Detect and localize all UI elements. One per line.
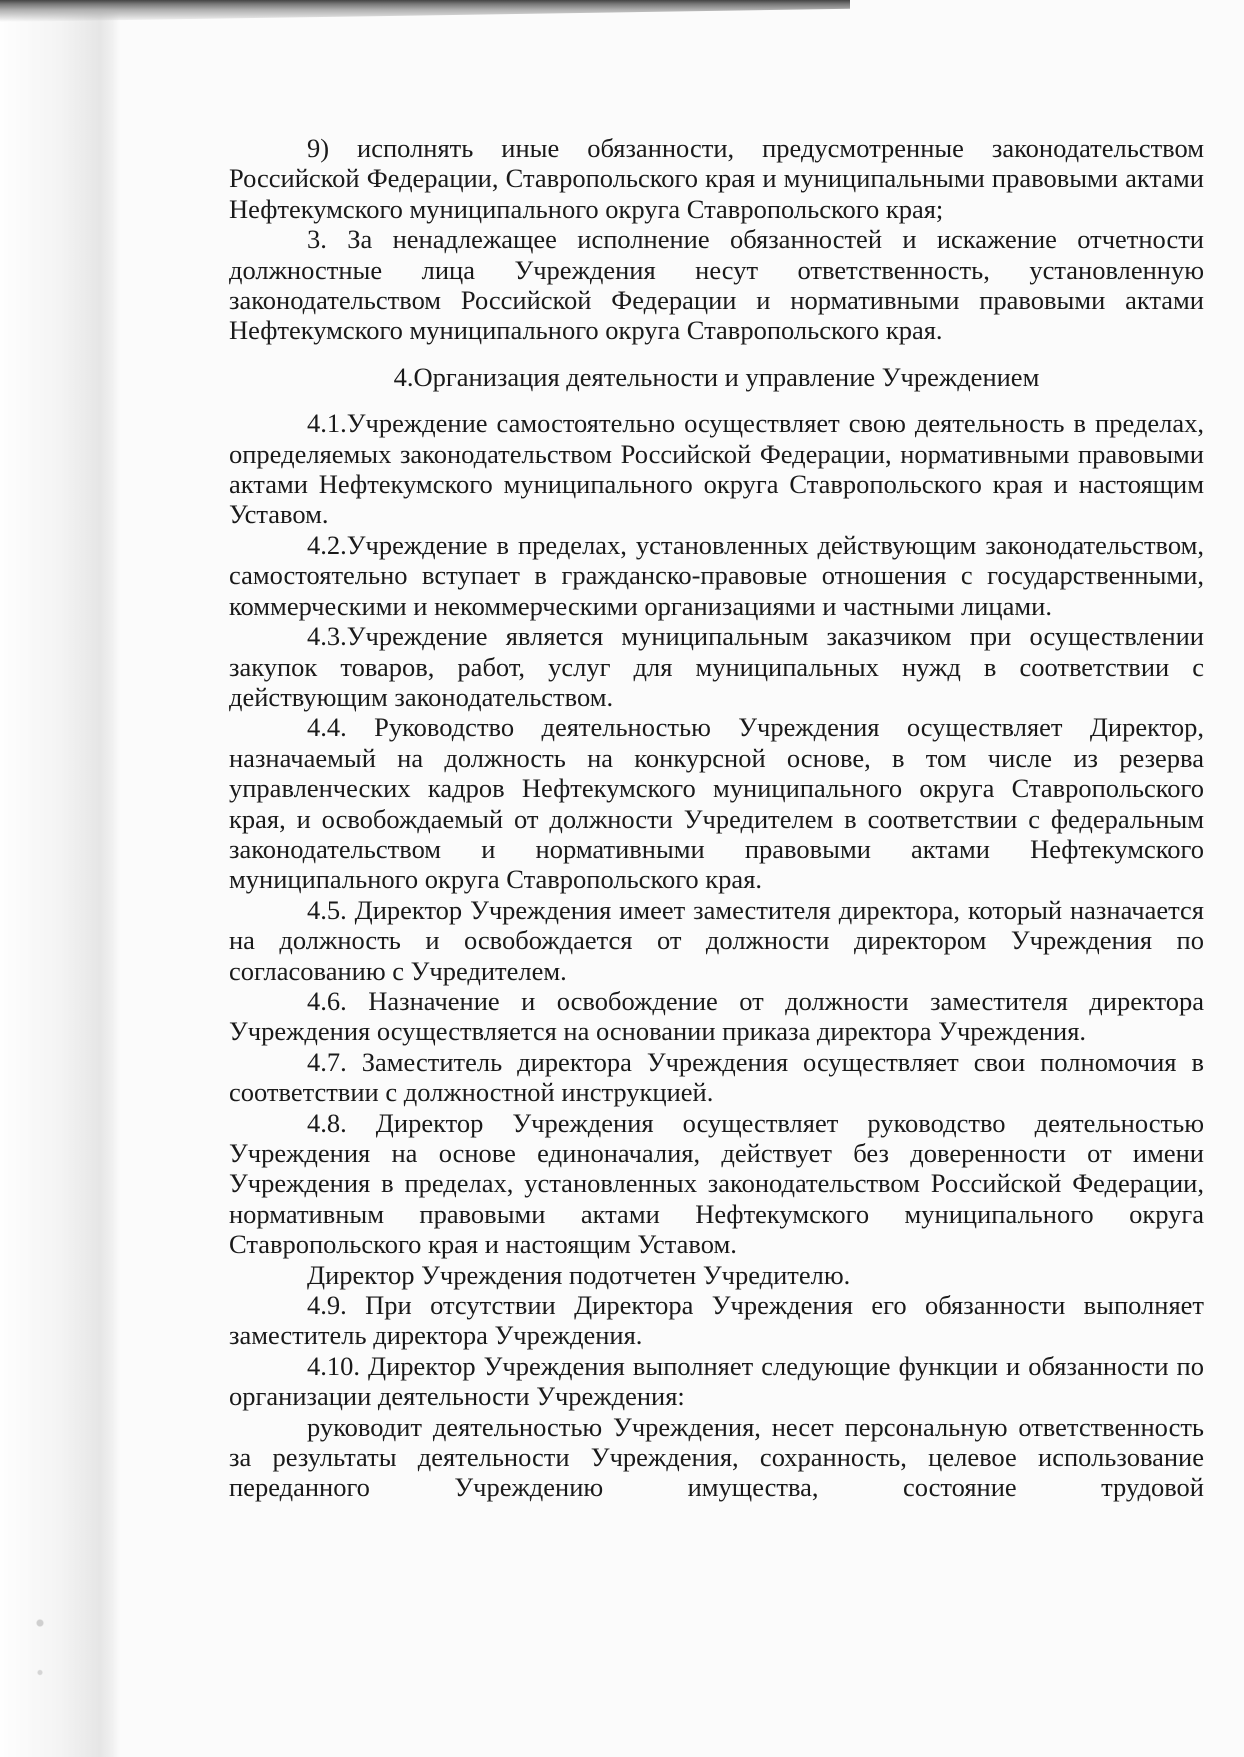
paragraph-4-2: 4.2.Учреждение в пределах, установленных действующим законодательством, самостоятельно вступает в гражданско-правовые отношения с государственными, коммерческими и некоммерческими организациями и частными лицами. [229,529,1204,621]
paragraph-director-duties: руководит деятельностью Учреждения, несет персональную ответственность за результаты деятельности Учреждения, сохранность, целевое использование переданного Учреждению имущества, состояние трудовой [229,1411,1204,1503]
paragraph-4-7: 4.7. Заместитель директора Учреждения осуществляет свои полномочия в соответствии с должностной инструкцией. [229,1046,1204,1108]
document-body [229,133,1204,1503]
scan-specks [30,1590,50,1700]
section-heading: 4.Организация деятельности и управление Учреждением [393,361,1040,392]
paragraph-4-9: 4.9. При отсутствии Директора Учреждения его обязанности выполняет заместитель директора Учреждения. [229,1290,1204,1351]
page-top-edge [0,0,850,22]
paragraph-4-8: 4.8. Директор Учреждения осуществляет руководство деятельностью Учреждения на основе единоначалия, действует без доверенности от имени Учреждения в пределах, установленных законодательством Российской Федерации, нормативным правовыми актами Нефтекумского муниципального округа Ставропольского края и настоящим Уставом. [229,1107,1204,1260]
paragraph-4-3: 4.3.Учреждение является муниципальным заказчиком при осуществлении закупок товаров, работ, услуг для муниципальных нужд в соответствии с действующим законодательством. [229,621,1204,712]
paragraph-4-5: 4.5. Директор Учреждения имеет заместителя директора, который назначается на должность и освобождается от должности директором Учреждения по согласованию с Учредителем. [229,894,1204,986]
paragraph-clause-3: 3. За ненадлежащее исполнение обязанностей и искажение отчетности должностные лица Учреждения несут ответственность, установленную законодательством Российской Федерации и нормативными правовыми актами Нефтекумского муниципального округа Ставропольского края. [229,224,1204,346]
paragraph-4-1: 4.1.Учреждение самостоятельно осуществляет свою деятельность в пределах, определяемых законодательством Российской Федерации, нормативными правовыми актами Нефтекумского муниципального округа Ставропольского края и настоящим Уставом. [229,408,1204,530]
paragraph-item-9: 9) исполнять иные обязанности, предусмотренные законодательством Российской Федерации, Ставропольского края и муниципальными правовыми актами Нефтекумского муниципального округа Ставропольского края; [229,133,1204,224]
paragraph-director-accountable: Директор Учреждения подотчетен Учредителю. [307,1259,851,1290]
paragraph-4-6: 4.6. Назначение и освобождение от должности заместителя директора Учреждения осуществляется на основании приказа директора Учреждения. [229,985,1204,1047]
paragraph-4-10: 4.10. Директор Учреждения выполняет следующие функции и обязанности по организации деятельности Учреждения: [229,1350,1204,1412]
binding-shadow [0,0,120,1757]
paragraph-4-4: 4.4. Руководство деятельностью Учреждения осуществляет Директор, назначаемый на должность на конкурсной основе, в том числе из резерва управленческих кадров Нефтекумского муниципального округа Ставропольского края, и освобождаемый от должности Учредителем в соответствии с федеральным законодательством и нормативными правовыми актами Нефтекумского муниципального округа Ставропольского края. [229,712,1204,895]
